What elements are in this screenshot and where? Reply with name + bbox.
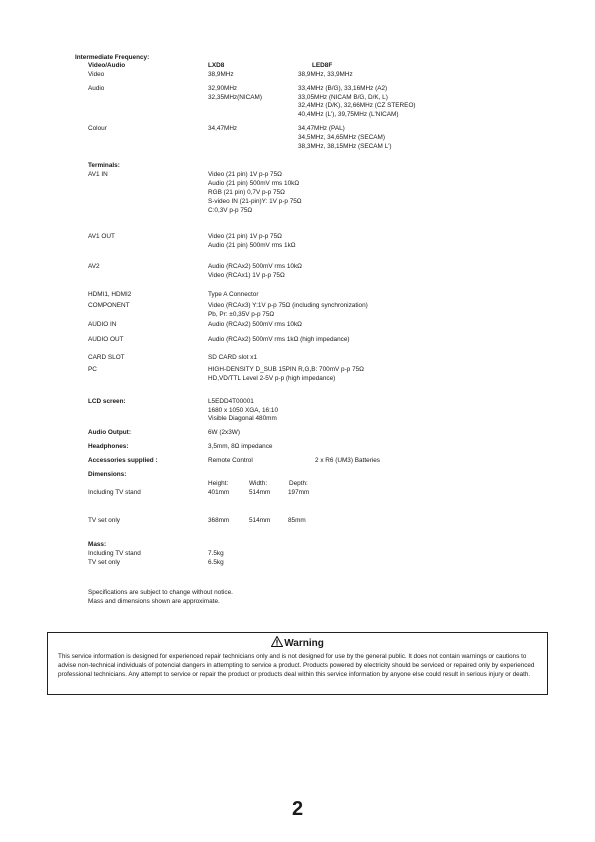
- if-audio-b-2: 32,4MHz (D/K), 32,66MHz (CZ STEREO): [298, 102, 416, 109]
- av2-label: AV2: [88, 263, 100, 270]
- audioin-value: Audio (RCAx2) 500mV rms 10kΩ: [208, 321, 302, 328]
- dim-stand-height: 401mm: [208, 489, 230, 496]
- dim-stand-label: Including TV stand: [88, 489, 141, 496]
- headphones-value: 3,5mm, 8Ω impedance: [208, 443, 273, 450]
- terminals-heading: Terminals:: [88, 162, 120, 169]
- av1in-label: AV1 IN: [88, 171, 108, 178]
- if-colour-b-2: 38,3MHz, 38,15MHz (SECAM L'): [298, 143, 392, 150]
- pc-line-0: HIGH-DENSITY D_SUB 15PIN R,G,B: 700mV p-p 75Ω: [208, 366, 364, 373]
- accessories-a: Remote Control: [208, 457, 253, 464]
- warning-box: [47, 632, 548, 695]
- card-value: SD CARD slot x1: [208, 354, 258, 361]
- model-a-header: LXD8: [208, 62, 225, 69]
- warning-triangle-icon: [271, 636, 283, 647]
- audio-output-label: Audio Output:: [88, 429, 131, 436]
- if-colour-label: Colour: [88, 125, 107, 132]
- if-video-b: 38,9MHz, 33,9MHz: [298, 71, 353, 78]
- dim-header-height: Height:: [208, 480, 229, 487]
- dim-only-width: 514mm: [249, 517, 271, 524]
- av2-line-1: Video (RCAx1) 1V p-p 75Ω: [208, 272, 285, 279]
- if-audio-label: Audio: [88, 85, 105, 92]
- component-label: COMPONENT: [88, 302, 130, 309]
- av1in-line-0: Video (21 pin) 1V p-p 75Ω: [208, 171, 282, 178]
- dim-only-height: 368mm: [208, 517, 230, 524]
- dim-only-depth: 85mm: [288, 517, 306, 524]
- model-b-header: LED8F: [312, 62, 333, 69]
- av1in-line-4: C:0,3V p-p 75Ω: [208, 207, 253, 214]
- if-audio-b-0: 33,4MHz (B/G), 33,16MHz (A2): [298, 85, 388, 92]
- note-line-0: Specifications are subject to change without notice.: [88, 589, 233, 596]
- mass-label: Mass:: [88, 541, 107, 548]
- mass-only-label: TV set only: [88, 559, 120, 566]
- lcd-label: LCD screen:: [88, 398, 126, 405]
- accessories-b: 2 x R6 (UM3) Batteries: [315, 457, 380, 464]
- mass-only-value: 6.5kg: [208, 559, 224, 566]
- card-label: CARD SLOT: [88, 354, 125, 361]
- headphones-label: Headphones:: [88, 443, 129, 450]
- av2-line-0: Audio (RCAx2) 500mV rms 10kΩ: [208, 263, 302, 270]
- av1out-label: AV1 OUT: [88, 233, 115, 240]
- if-colour-b-0: 34,47MHz (PAL): [298, 125, 345, 132]
- warning-heading: [48, 636, 547, 650]
- component-line-0: Video (RCAx3) Y:1V p-p 75Ω (including synchronization): [208, 302, 368, 309]
- component-line-1: Pb, Pr: ±0,35V p-p 75Ω: [208, 311, 275, 318]
- mass-stand-value: 7.5kg: [208, 550, 224, 557]
- dim-stand-depth: 197mm: [288, 489, 310, 496]
- av1in-line-2: RGB (21 pin) 0,7V p-p 75Ω: [208, 189, 285, 196]
- note-line-1: Mass and dimensions shown are approximate.: [88, 598, 220, 605]
- dim-only-label: TV set only: [88, 517, 120, 524]
- lcd-line-2: Visible Diagonal 480mm: [208, 415, 277, 422]
- warning-title: Warning: [284, 638, 324, 649]
- pc-label: PC: [88, 366, 97, 373]
- if-video-a: 38,9MHz: [208, 71, 234, 78]
- audioout-value: Audio (RCAx2) 500mV rms 1kΩ (high impedance): [208, 336, 350, 343]
- av1in-line-3: S-video IN (21-pin)Y: 1V p-p 75Ω: [208, 198, 302, 205]
- av1out-line-1: Audio (21 pin) 500mV rms 1kΩ: [208, 242, 296, 249]
- hdmi-value: Type A Connector: [208, 291, 259, 298]
- if-colour-b-1: 34,5MHz, 34,65MHz (SECAM): [298, 134, 386, 141]
- audioout-label: AUDIO OUT: [88, 336, 124, 343]
- lcd-line-0: L5EDD4T00001: [208, 398, 254, 405]
- if-video-label: Video: [88, 71, 105, 78]
- if-audio-a-1: 32,35MHz(NICAM): [208, 94, 262, 101]
- av1out-line-0: Video (21 pin) 1V p-p 75Ω: [208, 233, 282, 240]
- warning-text: This service information is designed for experienced repair technicians only and is not designed for use by the general public. It does not contain warnings or cautions to advise non-technical individuals of potencial dangers in attempting to service a product. Products powered by electricity should be serviced or repaired only by experienced professional technicians. Any attempt to service or repair the product or products deal within this service information by anyone else could result in serious injury or death.: [58, 653, 535, 679]
- mass-stand-label: Including TV stand: [88, 550, 141, 557]
- dim-stand-width: 514mm: [249, 489, 271, 496]
- av1in-line-1: Audio (21 pin) 500mV rms 10kΩ: [208, 180, 300, 187]
- if-audio-b-1: 33,05MHz (NICAM B/G, D/K, L): [298, 94, 388, 101]
- dimensions-label: Dimensions:: [88, 471, 127, 478]
- audioin-label: AUDIO IN: [88, 321, 117, 328]
- if-colour-a: 34,47MHz: [208, 125, 238, 132]
- if-col-label: Video/Audio: [88, 62, 126, 69]
- if-heading: Intermediate Frequency:: [75, 54, 150, 61]
- page-number: 2: [291, 798, 304, 820]
- dim-header-width: Width:: [249, 480, 268, 487]
- lcd-line-1: 1680 x 1050 XGA, 16:10: [208, 407, 278, 414]
- accessories-label: Accessories supplied :: [88, 457, 158, 464]
- if-audio-b-3: 40,4MHz (L'), 39,75MHz (L'NICAM): [298, 111, 399, 118]
- if-audio-a-0: 32,90MHz: [208, 85, 238, 92]
- hdmi-label: HDMI1, HDMI2: [88, 291, 132, 298]
- dim-header-depth: Depth:: [289, 480, 308, 487]
- audio-output-value: 6W (2x3W): [208, 429, 240, 436]
- pc-line-1: HD,VD/TTL Level 2-5V p-p (high impedance): [208, 375, 336, 382]
